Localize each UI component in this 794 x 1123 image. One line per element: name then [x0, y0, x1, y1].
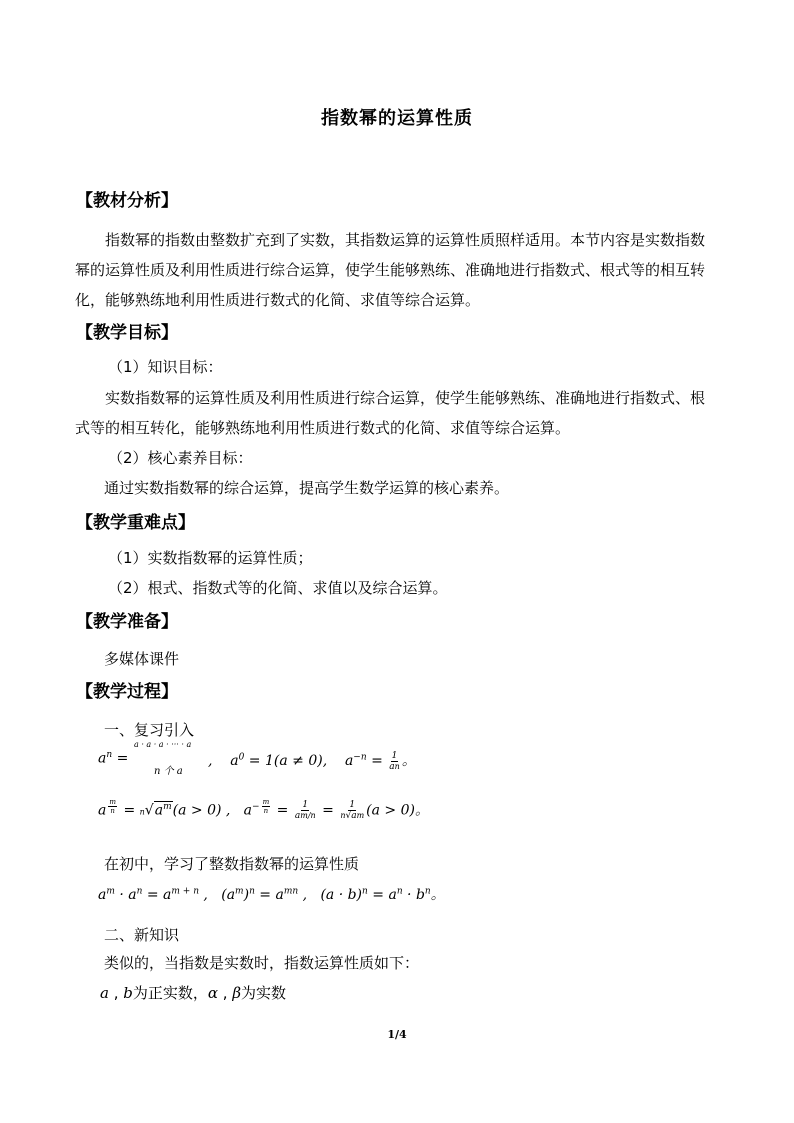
section-heading-goals: 【教学目标】: [76, 323, 178, 343]
goal-1-text: 实数指数幂的运算性质及利用性质进行综合运算，使学生能够熟练、准确地进行指数式、根式等的相互转化，能够熟练地利用性质进行数式的化简、求值等综合运算。: [75, 389, 706, 437]
section-heading-analysis: 【教材分析】: [76, 191, 178, 211]
formula-integer-exponent-rules: $a^m \cdot a^n = a^{m + n}$ , $(a^m)^n = a^{mn}$ , $(a \cdot b)^n = a^n \cdot b^n$。: [98, 886, 445, 903]
goal-1-label: （1）知识目标：: [108, 358, 223, 376]
section-heading-prep: 【教学准备】: [76, 612, 178, 632]
goal-2-label: （2）核心素养目标：: [108, 449, 253, 467]
keypoint-2: （2）根式、指数式等的化简、求值以及综合运算。: [108, 579, 448, 597]
section-heading-keypoints: 【教学重难点】: [76, 513, 195, 533]
page-title: 指数幂的运算性质: [321, 108, 473, 129]
goal-2-text: 通过实数指数幂的综合运算，提高学生数学运算的核心素养。: [104, 479, 510, 497]
keypoint-1: （1）实数指数幂的运算性质；: [108, 549, 313, 567]
process-variable-conditions: a , b为正实数，α , β为实数: [100, 984, 287, 1002]
process-integer-rules-intro: 在初中，学习了整数指数幂的运算性质: [104, 855, 360, 873]
analysis-paragraph: 指数幂的指数由整数扩充到了实数，其指数运算的运算性质照样适用。本节内容是实数指数幂的运算性质及利用性质进行综合运算，使学生能够熟练、准确地进行指数式、根式等的相互转化，能够熟练地利用性质进行数式的化简、求值等综合运算。: [75, 231, 706, 309]
page-number: 1/4: [387, 1028, 407, 1041]
process-review-heading: 一、复习引入: [104, 721, 195, 739]
process-real-exponent-intro: 类似的，当指数是实数时，指数运算性质如下：: [104, 954, 420, 972]
formula-exponent-definitions: $a^n$ = a · a · a · ··· · a n 个 a , $a^0 = 1(a \ne 0)$, $a^{-n}$ = $\frac{1}{an}$ 。: [98, 740, 416, 777]
prep-text: 多媒体课件: [104, 650, 180, 668]
section-heading-process: 【教学过程】: [76, 682, 178, 702]
process-new-knowledge-heading: 二、新知识: [104, 926, 180, 944]
formula-fractional-exponents: a $^{\frac{m}{n}}$ = $n√a^m(a > 0)$ , $a^{- \frac{m}{n}}$ = $\frac{1}{am/n}$ = $\frac{1}{n√am}$ (a > 0)。: [98, 798, 429, 822]
